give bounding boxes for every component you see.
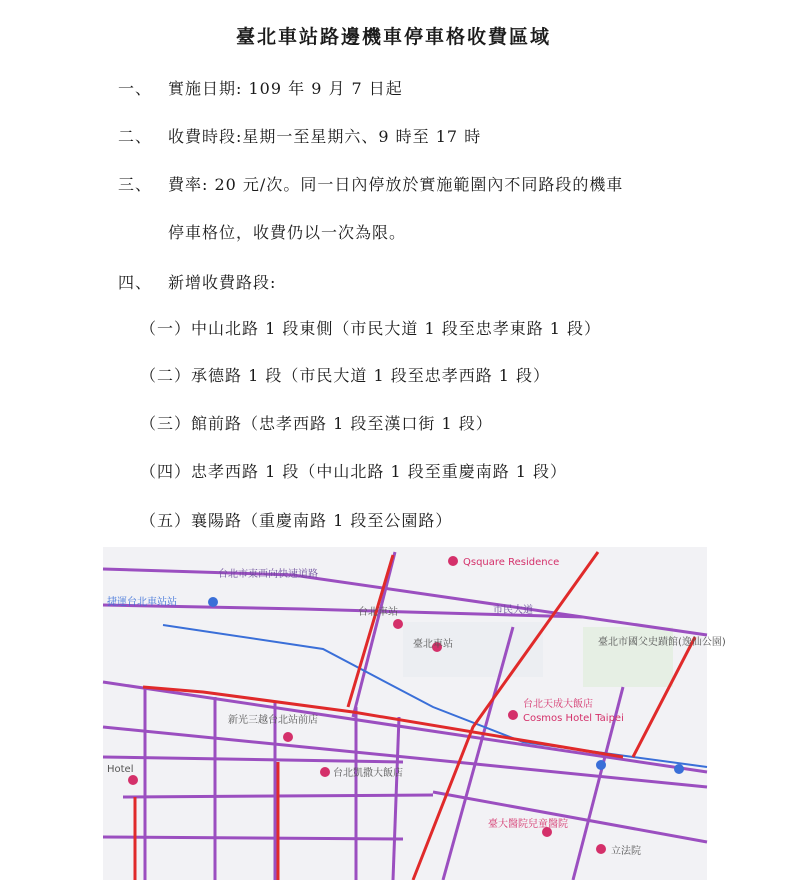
hotel-marker-icon (128, 775, 138, 785)
label-cosmos: Cosmos Hotel Taipei (523, 713, 624, 724)
label-cosmos-cn: 台北天成大飯店 (523, 699, 593, 710)
label-memorial: 臺北市國父史蹟館(逸仙公園) (598, 637, 726, 648)
hotel-marker-icon (320, 767, 330, 777)
item-text: 費率: 20 元/次。同一日內停放於實施範圍內不同路段的機車 (168, 175, 624, 194)
label-hospital: 臺大醫院兒童醫院 (488, 819, 568, 830)
label-shin-kong: 新光三越台北站前店 (228, 715, 318, 726)
label-expressway: 台北市東西向快速道路 (218, 569, 318, 580)
document-title: 臺北車站路邊機車停車格收費區域 (235, 26, 551, 48)
label-residence: Qsquare Residence (463, 557, 560, 568)
label-station-front-hotel: 台北凱撒大飯店 (333, 768, 403, 779)
map-canvas (103, 547, 726, 880)
item-text: 新增收費路段: (168, 273, 277, 292)
label-taipei-station: 臺北車站 (413, 639, 453, 650)
government-marker-icon (596, 844, 606, 854)
mrt-exit-marker-icon (596, 760, 606, 770)
residence-marker-icon (448, 556, 458, 566)
item-number: 三、 (118, 175, 153, 194)
item-number: 一、 (118, 79, 153, 98)
road-east-west-e (103, 837, 403, 839)
segment-item: （三）館前路（忠孝西路 1 段至漢口街 1 段） (140, 414, 493, 433)
mrt-exit-marker-icon (674, 764, 684, 774)
dept-store-marker-icon (283, 732, 293, 742)
segment-item: （二）承德路 1 段（市民大道 1 段至忠孝西路 1 段） (140, 366, 551, 385)
label-mrt-station: 捷運台北車站站 (107, 597, 177, 608)
label-hotel-left: Hotel (107, 764, 134, 775)
label-rail-station-north: 台北車站 (358, 607, 398, 618)
segment-item: （五）襄陽路（重慶南路 1 段至公園路） (140, 511, 453, 530)
map-park (583, 627, 673, 687)
label-legislature: 立法院 (611, 846, 641, 857)
station-marker-icon (393, 619, 403, 629)
item-number: 四、 (118, 273, 153, 292)
label-civic-blvd: 市民大道 (493, 605, 533, 616)
area-map (103, 547, 726, 880)
segment-item: （一）中山北路 1 段東側（市民大道 1 段至忠孝東路 1 段） (140, 319, 602, 338)
item-rate-continuation: 停車格位，收費仍以一次為限。 (168, 223, 407, 242)
mrt-marker-icon (208, 597, 218, 607)
item-number: 二、 (118, 127, 153, 146)
item-text: 實施日期: 109 年 9 月 7 日起 (168, 79, 403, 98)
segment-item: （四）忠孝西路 1 段（中山北路 1 段至重慶南路 1 段） (140, 462, 568, 481)
item-text: 收費時段:星期一至星期六、9 時至 17 時 (168, 127, 482, 146)
hotel-marker-icon (508, 710, 518, 720)
